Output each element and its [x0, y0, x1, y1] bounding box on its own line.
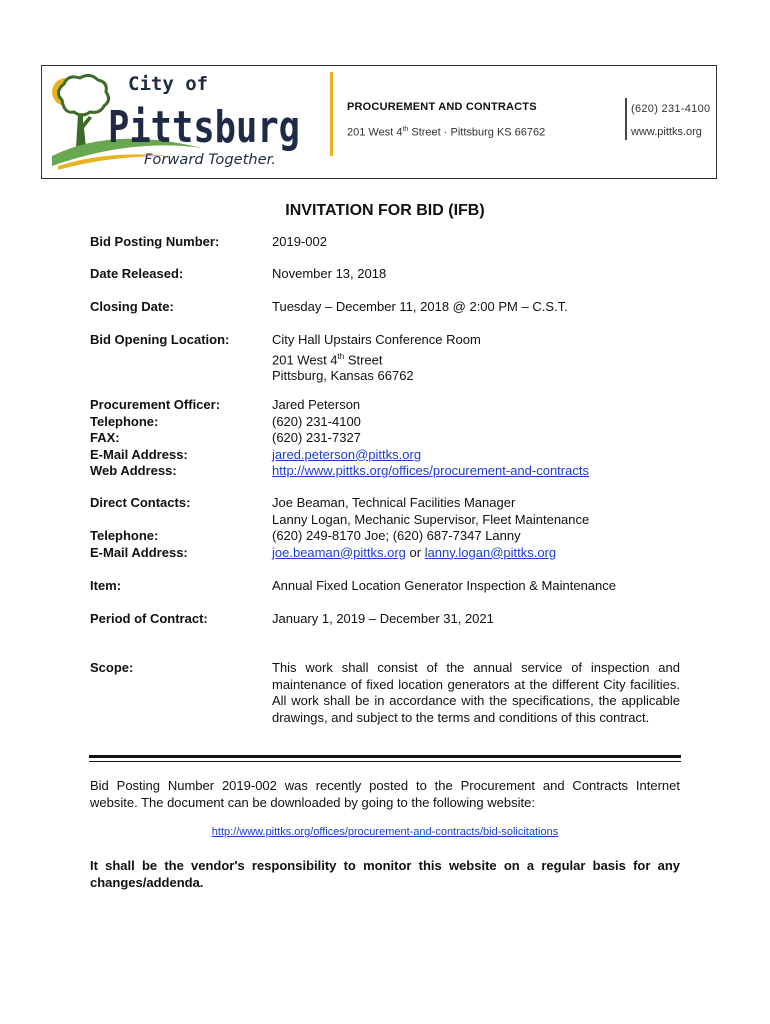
field-value: 2019-002	[272, 234, 327, 249]
procurement-web-link[interactable]: http://www.pittks.org/offices/procurement-and-contracts	[272, 463, 589, 478]
field-labels: Procurement Officer: Telephone: FAX: E-Mail Address: Web Address:	[90, 397, 221, 478]
field-label: Scope:	[90, 660, 134, 675]
lanny-email-link[interactable]: lanny.logan@pittks.org	[424, 544, 557, 560]
field-label: Period of Contract:	[90, 611, 208, 626]
field-label: Bid Posting Number:	[90, 234, 220, 249]
officer-name: Jared Peterson	[272, 397, 361, 412]
field-value: This work shall consist of the annual service of inspection and maintenance of fixed location generators at the different City facilities. All work shall be in accordance with the specifications, the applicable drawings, and subject to the terms and conditions of this contract.	[272, 660, 680, 725]
field-values: Joe Beaman, Technical Facilities Manager Lanny Logan, Mechanic Supervisor, Fleet Maintenance (620) 249-8170 Joe; (620) 687-7347 Lanny joe.beaman@pittks.org or lanny.logan@pittks.org	[272, 495, 590, 560]
joe-email-link[interactable]: joe.beaman@pittks.org	[272, 544, 406, 560]
tree-canopy-shape	[58, 75, 108, 115]
gold-divider	[330, 72, 333, 156]
department-name: PROCUREMENT AND CONTRACTS	[347, 101, 537, 113]
header-website: www.pittks.org	[631, 126, 702, 138]
header-phone: (620) 231-4100	[631, 103, 711, 115]
field-label: Closing Date:	[90, 299, 174, 314]
letterhead	[41, 65, 717, 179]
solicitations-link-wrap	[0, 826, 770, 838]
bid-solicitations-link[interactable]: http://www.pittks.org/offices/procurement-and-contracts/bid-solicitations	[211, 826, 559, 838]
logo-pittsburg-text: Pittsburg	[108, 102, 300, 153]
field-value: November 13, 2018	[272, 266, 387, 281]
officer-telephone: (620) 231-4100	[272, 413, 361, 429]
field-label: Item:	[90, 578, 122, 593]
officer-fax: (620) 231-7327	[272, 430, 361, 445]
field-value: January 1, 2019 – December 31, 2021	[272, 611, 494, 626]
department-address: 201 West 4th Street · Pittsburg KS 66762	[347, 126, 546, 139]
field-label: Bid Opening Location:	[90, 332, 230, 347]
vendor-responsibility: It shall be the vendor's responsibility to monitor this website on a regular basis for any changes/addenda.	[90, 858, 680, 890]
divider-thin	[89, 761, 681, 762]
logo-tagline-text: Forward Together.	[144, 152, 276, 168]
field-labels: Direct Contacts: Telephone: E-Mail Address:	[90, 495, 191, 560]
logo-city-of-text: City of	[128, 73, 209, 95]
tree-trunk-shape	[76, 113, 92, 148]
document-title: INVITATION FOR BID (IFB)	[285, 202, 485, 219]
officer-email-link[interactable]: jared.peterson@pittks.org	[272, 446, 422, 462]
field-value: City Hall Upstairs Conference Room 201 West 4th Street Pittsburg, Kansas 66762	[272, 332, 481, 384]
field-value: Tuesday – December 11, 2018 @ 2:00 PM – C.S.T.	[272, 299, 568, 314]
city-of-pittsburg-logo	[48, 70, 308, 176]
dark-divider	[625, 98, 627, 140]
field-value: Annual Fixed Location Generator Inspection & Maintenance	[272, 578, 616, 593]
field-label: Date Released:	[90, 266, 184, 281]
divider-thick	[89, 755, 681, 758]
posting-notice: Bid Posting Number 2019-002 was recently posted to the Procurement and Contracts Internet website. The document can be downloaded by going to the following website:	[90, 778, 680, 810]
field-values	[272, 397, 680, 480]
